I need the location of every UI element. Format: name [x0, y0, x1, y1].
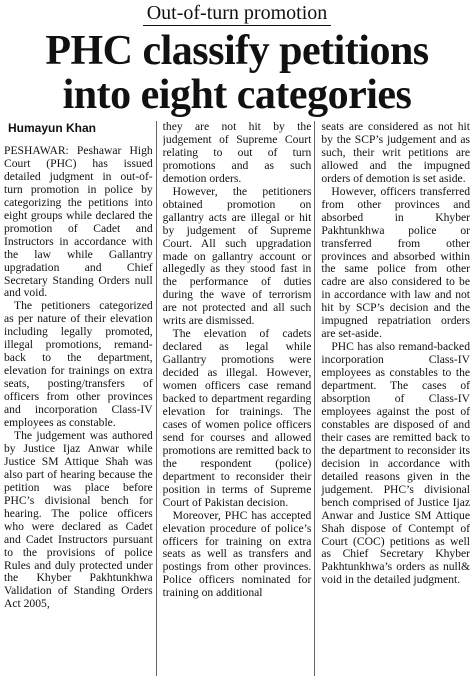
kicker-container	[0, 0, 474, 27]
paragraph: The judgement was authored by Justice Ijaz Anwar while Justice SM Attique Shah was also part of hearing because the petition was place before PHC’s divisional bench for hearing. The police officers who were declared as Cadet and Cadet Instructors pursuant to the provisions of police Rules and duly protected under the Khyber Pakhtunkhwa Validation of Standing Orders Act 2005,	[4, 428, 153, 611]
paragraph: they are not hit by the judgement of Supreme Court relating to out of turn promotions and as such demotion orders.	[162, 121, 312, 185]
paragraph: However, the petitioners obtained promotion on gallantry acts are illegal or hit by judgement of Supreme Court. All such upgradation made on gallantry account or allegedly as they stood fast in the performance of duties during the wave of terrorism are not protected and all such writs are dismissed.	[162, 184, 312, 328]
byline: Humayun Khan	[8, 121, 97, 135]
paragraph: PESHAWAR: Peshawar High Court (PHC) has issued detailed judgment in out-of-turn promotion in police by categorizing the petitions into eight groups while declared the promotion of Cadet and Instructors in accordance with the law while Gallantry upgradation and Chief Secretary Standing Orders null and void.	[4, 144, 153, 300]
paragraph: The petitioners categorized as per nature of their elevation including legally promoted, illegal promotions, remand-back to the department, elevation for trainings on extra seats, posting/transfers of officers from other provinces and incorporation Class-IV employees as constable.	[4, 299, 153, 430]
article-headline	[0, 29, 474, 117]
article-column-3	[321, 121, 470, 676]
paragraph: However, officers transferred from other provinces and absorbed in Khyber Pakhtunkhwa police or transferred from other provinces and absorbed within the same police from other cadre are also considered to be in accordance with law and not hit by SCP’s decision and the impugned repatriation orders are set-aside.	[321, 184, 471, 341]
article-column-2	[163, 121, 316, 676]
article-kicker: Out-of-turn promotion	[143, 3, 332, 26]
headline-line-1: PHC classify petitions	[45, 28, 429, 74]
paragraph: PHC has also remand-backed incorporation Class-IV employees as constables to the department. The cases of absorption of Class-IV employees against the post of constables are disposed of and their cases are remitted back to the department to reconsider its decision in accordance with detailed reasons given in the judgement. PHC’s divisional bench comprised of Justice Ijaz Anwar and Justice SM Attique Shah dispose of Contempt of Court (COC) petitions as well as Chief Secretary Khyber Pakhtunkhwa’s orders as null& void in the detailed judgment.	[321, 340, 471, 587]
paragraph: The elevation of cadets declared as legal while Gallantry promotions were decided as illegal. However, women officers case remand backed to department regarding elevation for trainings. The cases of women police officers send for courses and allowed promotions are remitted back to the respondent (police) department to reconsider their position in terms of Supreme Court of Pakistan decision.	[162, 327, 312, 509]
paragraph: Moreover, PHC has accepted elevation procedure of police’s officers for training on extra seats as well as transfers and postings from other provinces. Police officers nominated for training on additional	[162, 508, 312, 600]
article-column-1	[4, 121, 157, 676]
headline-line-2: into eight categories	[62, 72, 412, 118]
paragraph: seats are considered as not hit by the SCP’s judgement and as such, their writ petitions are allowed and the impugned orders of demotion is set aside.	[321, 121, 471, 185]
article-body	[4, 121, 470, 676]
